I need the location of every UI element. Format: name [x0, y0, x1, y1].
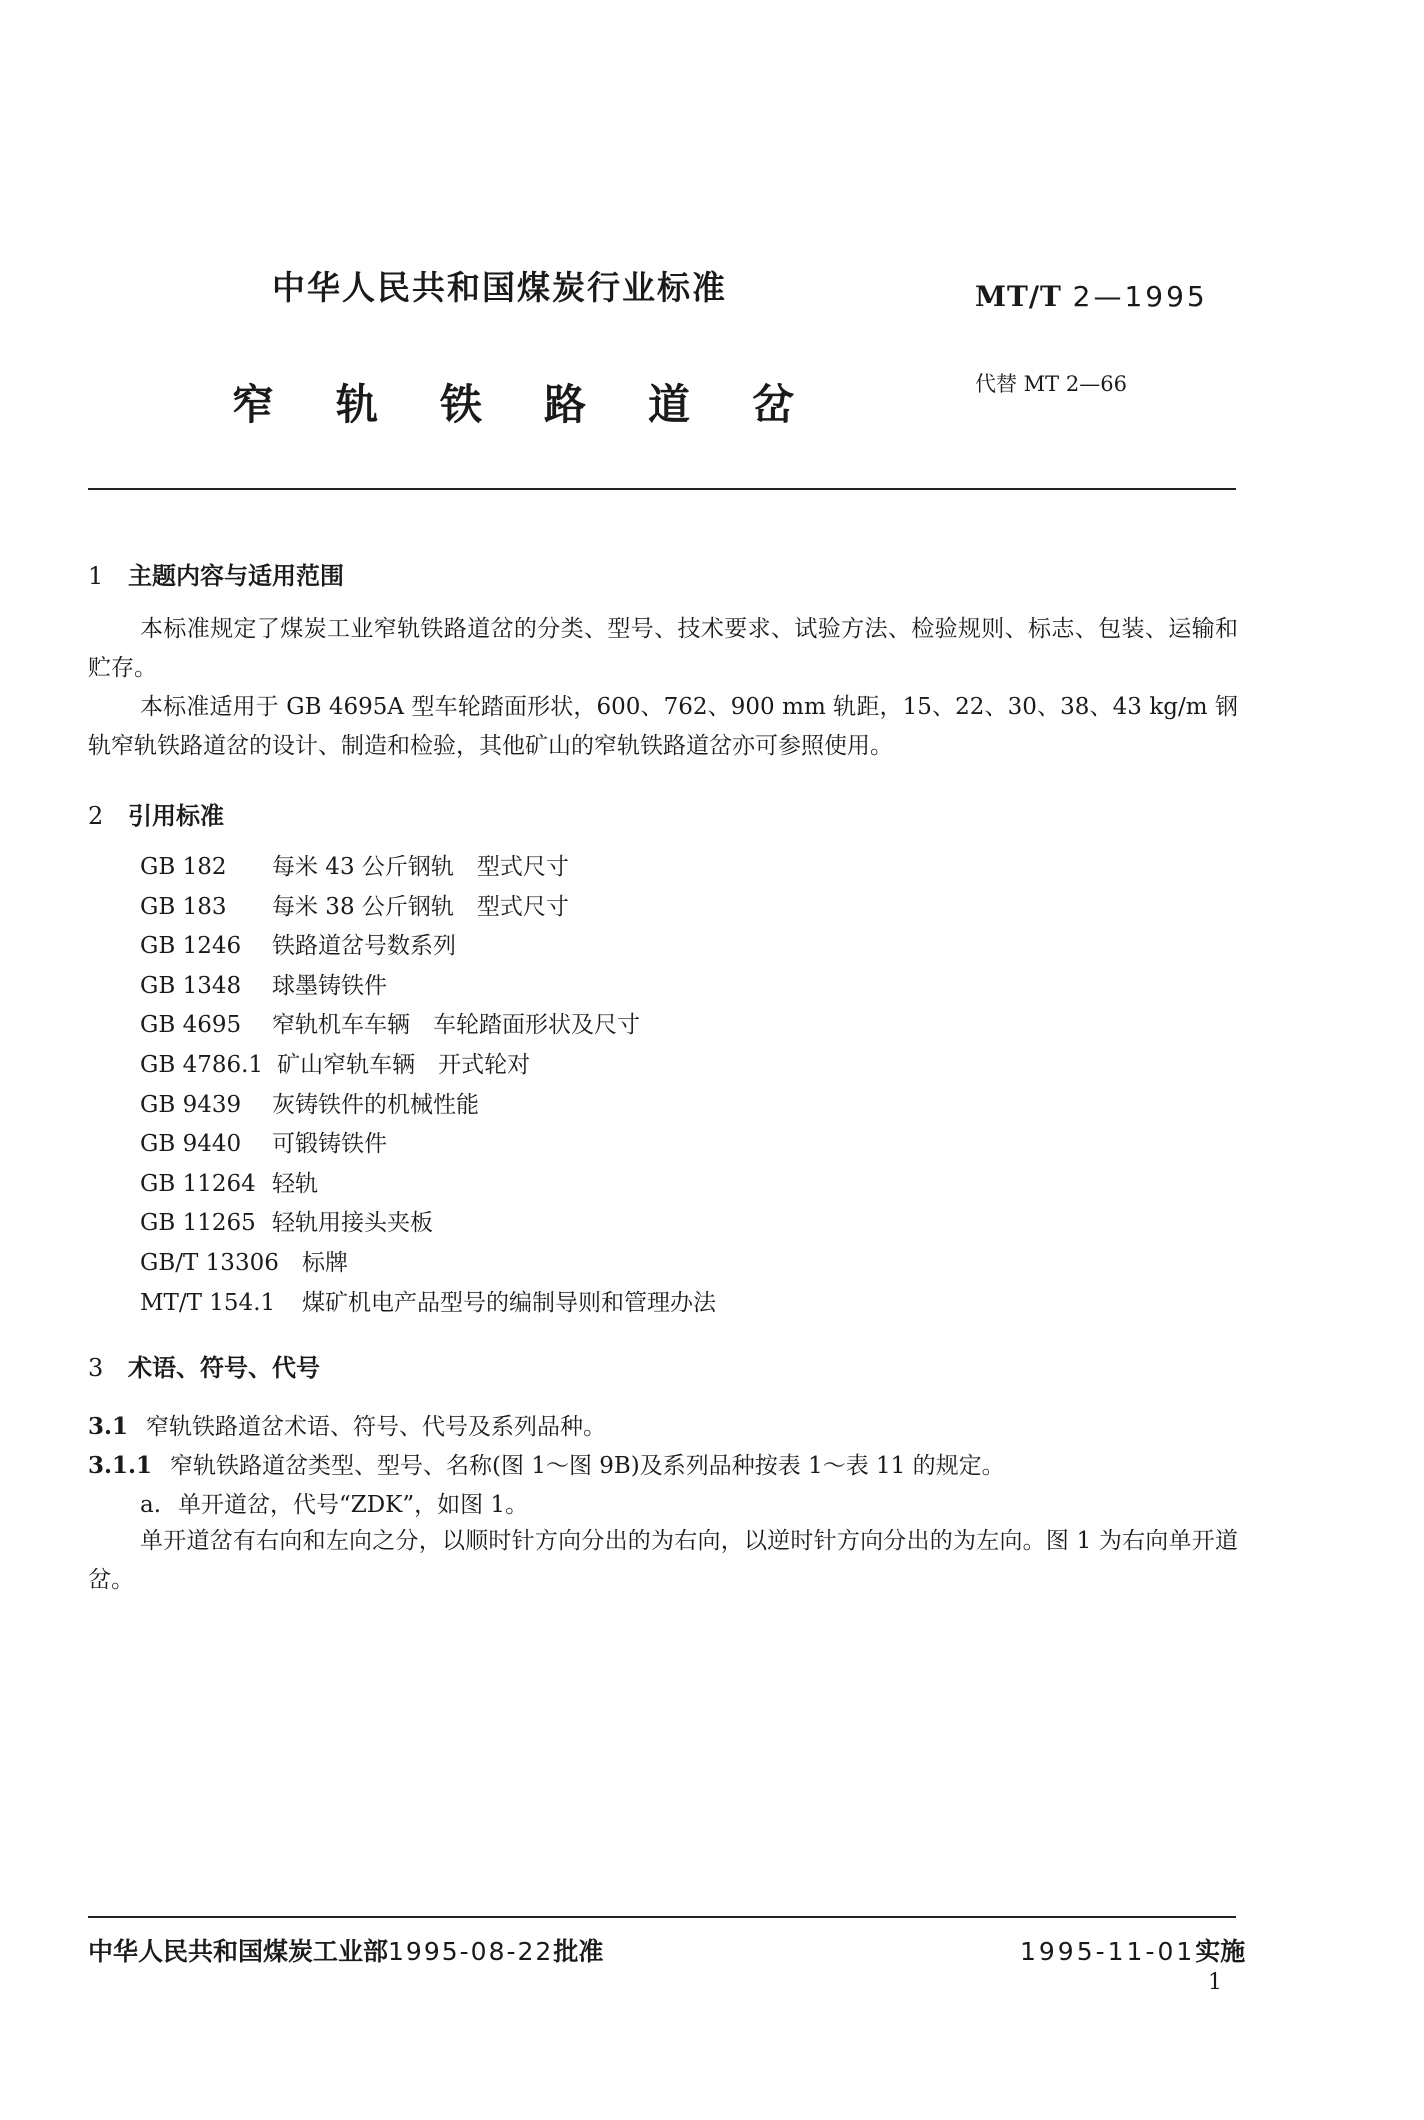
reference-code: GB 11264	[140, 1170, 256, 1197]
reference-item	[140, 1046, 716, 1086]
reference-item	[140, 1244, 716, 1284]
clause-3-1-1	[88, 1447, 1005, 1480]
reference-item	[140, 1204, 716, 1244]
section-1-number: 1	[88, 562, 104, 590]
standard-code	[975, 280, 1208, 313]
reference-title: 铁路道岔号数系列	[272, 933, 456, 960]
reference-code: GB 9439	[140, 1091, 242, 1118]
reference-item	[140, 927, 716, 967]
reference-title: 每米 38 公斤钢轨 型式尺寸	[272, 893, 569, 920]
reference-item	[140, 1165, 716, 1205]
clause-3-1-1-number: 3.1.1	[88, 1452, 153, 1479]
reference-title: 球墨铸铁件	[272, 972, 387, 999]
clause-item-a	[140, 1486, 528, 1519]
reference-title: 可锻铸铁件	[272, 1131, 387, 1158]
reference-code: GB 1246	[140, 933, 242, 960]
reference-item	[140, 1006, 716, 1046]
reference-item	[140, 848, 716, 888]
reference-code: GB 1348	[140, 972, 242, 999]
section-2-number: 2	[88, 802, 104, 830]
section-1-title: 主题内容与适用范围	[128, 562, 344, 590]
reference-code: GB 183	[140, 893, 227, 920]
page-number: 1	[1208, 1970, 1222, 1995]
section-1-paragraph-2: 本标准适用于 GB 4695A 型车轮踏面形状，600、762、900 mm 轨距，15、22、30、38、43 kg/m 钢轨窄轨铁路道岔的设计、制造和检验，其他矿山的窄轨铁路道岔亦可参照使用。	[88, 694, 1238, 759]
approval-org: 中华人民共和国煤炭工业部	[88, 1937, 389, 1966]
reference-item	[140, 967, 716, 1007]
reference-title: 灰铸铁件的机械性能	[272, 1091, 479, 1118]
clause-3-1-number: 3.1	[88, 1413, 129, 1440]
reference-item	[140, 1125, 716, 1165]
effective-date: 1995-11-01	[1020, 1937, 1196, 1966]
section-3-number: 3	[88, 1354, 104, 1382]
clause-3-1	[88, 1408, 606, 1441]
reference-title: 轻轨用接头夹板	[272, 1210, 433, 1237]
reference-code: MT/T 154.1	[140, 1289, 276, 1316]
effective-line	[1020, 1932, 1245, 1968]
reference-code: GB 11265	[140, 1210, 256, 1237]
reference-title: 窄轨机车车辆 车轮踏面形状及尺寸	[272, 1012, 640, 1039]
reference-item	[140, 1086, 716, 1126]
replaces-standard: 代替 MT 2—66	[975, 372, 1127, 396]
standard-code-prefix: MT/T	[975, 280, 1062, 313]
approval-line	[88, 1932, 603, 1968]
reference-standards-list	[140, 848, 716, 1323]
section-1-paragraph-1: 本标准规定了煤炭工业窄轨铁路道岔的分类、型号、技术要求、试验方法、检验规则、标志、包装、运输和贮存。	[88, 616, 1238, 681]
reference-title: 每米 43 公斤钢轨 型式尺寸	[272, 854, 569, 880]
reference-code: GB 4786.1	[140, 1051, 264, 1078]
approval-suffix: 批准	[553, 1937, 604, 1966]
header-divider	[88, 488, 1236, 490]
section-3-heading	[88, 1348, 320, 1383]
reference-code: GB/T 13306	[140, 1249, 279, 1276]
approval-date: 1995-08-22	[388, 1937, 554, 1966]
reference-code: GB 9440	[140, 1131, 242, 1158]
reference-title: 轻轨	[272, 1170, 318, 1197]
industry-standard-heading: 中华人民共和国煤炭行业标准	[272, 268, 727, 307]
section-2-title: 引用标准	[128, 802, 224, 830]
section-1-heading	[88, 556, 344, 591]
section-3-paragraph: 单开道岔有右向和左向之分，以顺时针方向分出的为右向，以逆时针方向分出的为左向。图 1 为右向单开道岔。	[88, 1528, 1238, 1593]
reference-item	[140, 1284, 716, 1324]
clause-item-a-label: a.	[140, 1492, 162, 1518]
clause-3-1-text: 窄轨铁路道岔术语、符号、代号及系列品种。	[146, 1414, 607, 1440]
reference-item	[140, 888, 716, 928]
document-title: 窄轨铁路道岔	[232, 380, 857, 429]
clause-3-1-1-text: 窄轨铁路道岔类型、型号、名称(图 1～图 9B)及系列品种按表 1～表 11 的规定。	[170, 1453, 1005, 1479]
clause-item-a-text: 单开道岔，代号“ZDK”，如图 1。	[178, 1492, 529, 1518]
effective-suffix: 实施	[1195, 1937, 1246, 1966]
reference-title: 煤矿机电产品型号的编制导则和管理办法	[302, 1289, 716, 1316]
footer-divider	[88, 1916, 1236, 1918]
section-2-heading	[88, 796, 224, 831]
section-3-title: 术语、符号、代号	[128, 1354, 320, 1382]
reference-code: GB 4695	[140, 1012, 242, 1039]
reference-title: 矿山窄轨车辆 开式轮对	[277, 1051, 531, 1078]
standard-code-number: 2—1995	[1072, 280, 1208, 313]
reference-code: GB 182	[140, 854, 227, 880]
reference-title: 标牌	[302, 1249, 348, 1276]
